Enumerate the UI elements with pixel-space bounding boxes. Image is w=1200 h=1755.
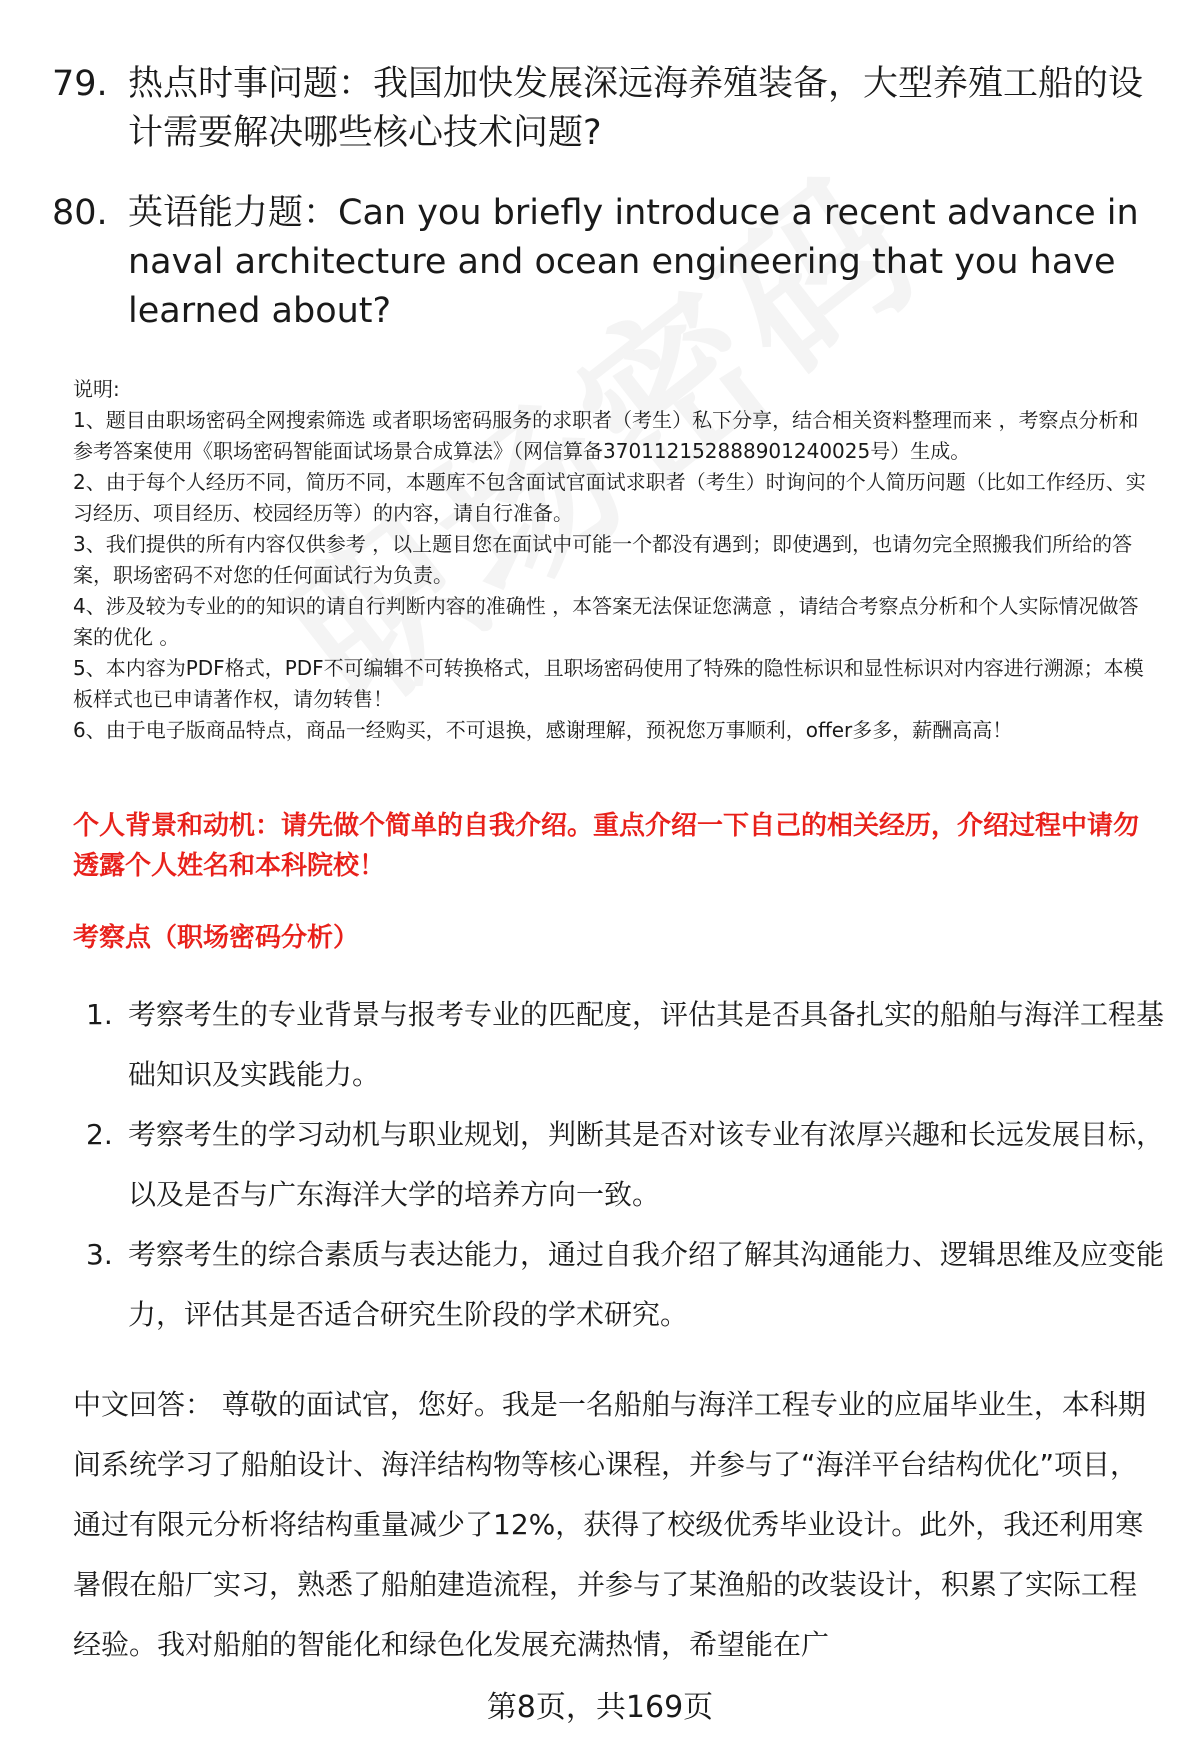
question-text: 热点时事问题：我国加快发展深远海养殖装备，大型养殖工船的设计需要解决哪些核心技术问题? (128, 64, 1144, 153)
list-item (86, 985, 1171, 1105)
point-text: 考察考生的综合素质与表达能力，通过自我介绍了解其沟通能力、逻辑思维及应变能力，评估其是否适合研究生阶段的学术研究。 (128, 1238, 1165, 1331)
note-item: 2、由于每个人经历不同，简历不同，本题库不包含面试官面试求职者（考生）时询问的个人简历问题（比如工作经历、实习经历、项目经历、校园经历等）的内容，请自行准备。 (73, 470, 1146, 525)
list-item (86, 1225, 1171, 1345)
motive-heading: 个人背景和动机：请先做个简单的自我介绍。重点介绍一下自己的相关经历，介绍过程中请勿透露个人姓名和本科院校！ (73, 811, 1140, 881)
note-item: 1、题目由职场密码全网搜索筛选 或者职场密码服务的求职者（考生）私下分享，结合相关资料整理而来 ，考察点分析和参考答案使用《职场密码智能面试场景合成算法》（网信算备370112152888901240025号）生成。 (73, 408, 1139, 463)
notes-section (73, 374, 1158, 746)
point-text: 考察考生的学习动机与职业规划，判断其是否对该专业有浓厚兴趣和长远发展目标，以及是否与广东海洋大学的培养方向一致。 (128, 1118, 1165, 1211)
point-number: 2. (86, 1118, 113, 1151)
note-item: 6、由于电子版商品特点，商品一经购买，不可退换，感谢理解，预祝您万事顺利，offer多多，薪酬高高！ (73, 718, 1013, 742)
point-text: 考察考生的专业背景与报考专业的匹配度，评估其是否具备扎实的船舶与海洋工程基础知识及实践能力。 (128, 998, 1165, 1091)
question-number: 79. (52, 64, 108, 104)
answer-paragraph (73, 1375, 1163, 1675)
point-number: 3. (86, 1238, 113, 1271)
points-list (86, 985, 1171, 1345)
question-number: 80. (52, 193, 108, 233)
answer-text: 尊敬的面试官，您好。我是一名船舶与海洋工程专业的应届毕业生，本科期间系统学习了船舶设计、海洋结构物等核心课程，并参与了“海洋平台结构优化”项目，通过有限元分析将结构重量减少了12%，获得了校级优秀毕业设计。此外，我还利用寒暑假在船厂实习，熟悉了船舶建造流程，并参与了某渔船的改装设计，积累了实际工程经验。我对船舶的智能化和绿色化发展充满热情，希望能在广 (73, 1388, 1146, 1661)
list-item (86, 1105, 1171, 1225)
point-number: 1. (86, 998, 113, 1031)
question-text: 英语能力题：Can you briefly introduce a recent advance in naval architecture and ocean engineering that you have learned about? (128, 193, 1139, 331)
note-item: 5、本内容为PDF格式，PDF不可编辑不可转换格式，且职场密码使用了特殊的隐性标识和显性标识对内容进行溯源；本模板样式也已申请著作权，请勿转售！ (73, 656, 1144, 711)
question-80 (52, 189, 1162, 336)
notes-title: 说明: (73, 377, 120, 401)
answer-label: 中文回答： (73, 1388, 214, 1421)
note-item: 4、涉及较为专业的的知识的请自行判断内容的准确性 ，本答案无法保证您满意 ，请结合考察点分析和个人实际情况做答案的优化 。 (73, 594, 1139, 649)
note-item: 3、我们提供的所有内容仅供参考 ，以上题目您在面试中可能一个都没有遇到；即使遇到，也请勿完全照搬我们所给的答案，职场密码不对您的任何面试行为负责。 (73, 532, 1133, 587)
question-79 (52, 60, 1162, 158)
page-footer: 第8页，共169页 (486, 1690, 714, 1725)
points-title: 考察点（职场密码分析） (73, 923, 360, 953)
